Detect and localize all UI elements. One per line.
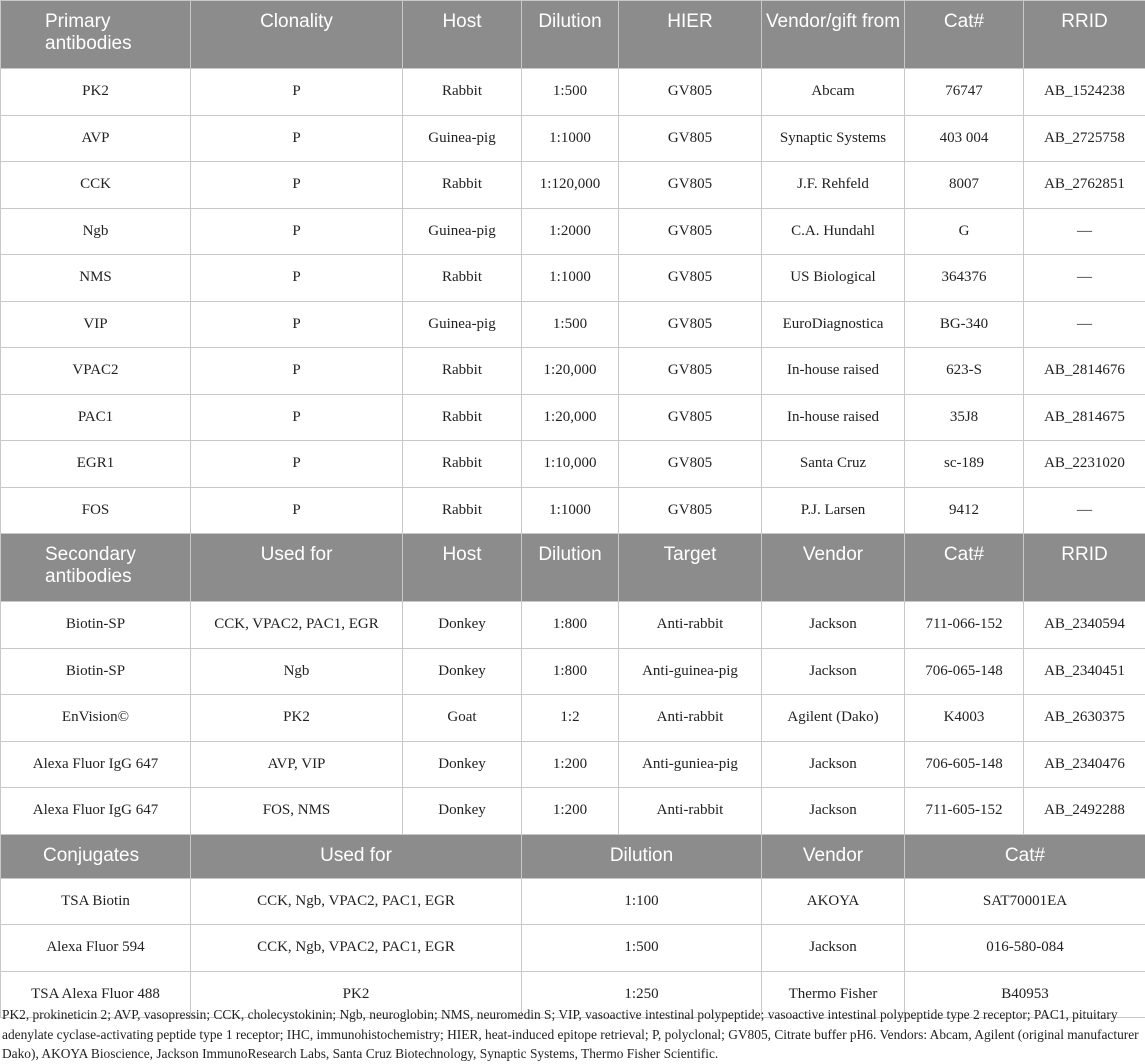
table-cell: Donkey xyxy=(403,648,522,695)
table-cell: P xyxy=(191,69,403,116)
table-cell: 1:500 xyxy=(522,69,619,116)
table-cell: 711-066-152 xyxy=(905,602,1024,649)
table-cell: Abcam xyxy=(762,69,905,116)
header-rrid: RRID xyxy=(1024,534,1145,602)
table-cell: AB_2340594 xyxy=(1024,602,1145,649)
secondary-table-row xyxy=(1,741,1145,788)
table-cell: — xyxy=(1024,301,1145,348)
table-cell: Rabbit xyxy=(403,441,522,488)
table-cell: 403 004 xyxy=(905,115,1024,162)
table-cell: AB_2725758 xyxy=(1024,115,1145,162)
table-cell: P xyxy=(191,115,403,162)
header-conjugates: Conjugates xyxy=(1,834,191,878)
table-cell: GV805 xyxy=(619,255,762,302)
table-cell: Ngb xyxy=(191,648,403,695)
header-used-for: Used for xyxy=(191,834,522,878)
table-cell: BG-340 xyxy=(905,301,1024,348)
table-cell: AB_2814676 xyxy=(1024,348,1145,395)
table-cell: GV805 xyxy=(619,441,762,488)
table-cell: 1:200 xyxy=(522,741,619,788)
header-used-for: Used for xyxy=(191,534,403,602)
table-cell: AB_2630375 xyxy=(1024,695,1145,742)
table-cell: US Biological xyxy=(762,255,905,302)
table-cell: Anti-guniea-pig xyxy=(619,741,762,788)
header-clonality: Clonality xyxy=(191,1,403,69)
table-cell: P xyxy=(191,255,403,302)
table-cell: P xyxy=(191,487,403,534)
table-cell: Agilent (Dako) xyxy=(762,695,905,742)
conjugates-table-row xyxy=(1,925,1145,972)
primary-body xyxy=(1,69,1145,534)
table-cell: Rabbit xyxy=(403,69,522,116)
header-rrid: RRID xyxy=(1024,1,1145,69)
header-dilution: Dilution xyxy=(522,1,619,69)
table-cell: P xyxy=(191,301,403,348)
conjugates-body xyxy=(1,878,1145,1018)
table-cell: EnVision© xyxy=(1,695,191,742)
table-cell: 1:250 xyxy=(522,971,762,1018)
table-cell: Guinea-pig xyxy=(403,115,522,162)
primary-table-row xyxy=(1,394,1145,441)
primary-table-row xyxy=(1,208,1145,255)
table-cell: sc-189 xyxy=(905,441,1024,488)
table-cell: Goat xyxy=(403,695,522,742)
header-cat: Cat# xyxy=(905,534,1024,602)
conjugates-header-row xyxy=(1,834,1145,878)
secondary-body xyxy=(1,602,1145,835)
table-cell: PK2 xyxy=(191,971,522,1018)
table-cell: Donkey xyxy=(403,788,522,835)
table-cell: 9412 xyxy=(905,487,1024,534)
table-cell: 1:2 xyxy=(522,695,619,742)
table-cell: AB_2814675 xyxy=(1024,394,1145,441)
table-cell: GV805 xyxy=(619,115,762,162)
table-cell: EuroDiagnostica xyxy=(762,301,905,348)
primary-header-row xyxy=(1,1,1145,69)
table-cell: Jackson xyxy=(762,788,905,835)
table-cell: AB_1524238 xyxy=(1024,69,1145,116)
conjugates-table-row xyxy=(1,878,1145,925)
header-vendor-gift-from: Vendor/gift from xyxy=(762,1,905,69)
table-cell: P xyxy=(191,162,403,209)
table-cell: 706-065-148 xyxy=(905,648,1024,695)
header-vendor: Vendor xyxy=(762,834,905,878)
header-host: Host xyxy=(403,1,522,69)
table-cell: Alexa Fluor IgG 647 xyxy=(1,741,191,788)
primary-table-row xyxy=(1,255,1145,302)
table-cell: Biotin-SP xyxy=(1,648,191,695)
table-cell: 76747 xyxy=(905,69,1024,116)
table-cell: J.F. Rehfeld xyxy=(762,162,905,209)
table-cell: 1:1000 xyxy=(522,255,619,302)
table-cell: VIP xyxy=(1,301,191,348)
header-secondary-antibodies: Secondary antibodies xyxy=(1,534,191,602)
header-target: Target xyxy=(619,534,762,602)
table-cell: 8007 xyxy=(905,162,1024,209)
table-cell: Alexa Fluor IgG 647 xyxy=(1,788,191,835)
table-cell: Donkey xyxy=(403,602,522,649)
table-cell: TSA Biotin xyxy=(1,878,191,925)
table-cell: FOS xyxy=(1,487,191,534)
table-cell: AVP, VIP xyxy=(191,741,403,788)
table-cell: Rabbit xyxy=(403,394,522,441)
header-dilution: Dilution xyxy=(522,534,619,602)
table-cell: CCK, VPAC2, PAC1, EGR xyxy=(191,602,403,649)
table-cell: Rabbit xyxy=(403,487,522,534)
table-cell: Alexa Fluor 594 xyxy=(1,925,191,972)
table-cell: GV805 xyxy=(619,69,762,116)
primary-table-row xyxy=(1,441,1145,488)
table-cell: P xyxy=(191,348,403,395)
table-cell: 711-605-152 xyxy=(905,788,1024,835)
table-cell: PK2 xyxy=(191,695,403,742)
table-cell: GV805 xyxy=(619,162,762,209)
table-cell: TSA Alexa Fluor 488 xyxy=(1,971,191,1018)
table-cell: 1:1000 xyxy=(522,487,619,534)
table-cell: In-house raised xyxy=(762,348,905,395)
table-cell: Thermo Fisher xyxy=(762,971,905,1018)
table-cell: B40953 xyxy=(905,971,1145,1018)
table-cell: Anti-rabbit xyxy=(619,695,762,742)
table-cell: 1:800 xyxy=(522,602,619,649)
table-cell: Ngb xyxy=(1,208,191,255)
table-cell: 706-605-148 xyxy=(905,741,1024,788)
table-cell: P.J. Larsen xyxy=(762,487,905,534)
table-cell: AKOYA xyxy=(762,878,905,925)
table-cell: 1:100 xyxy=(522,878,762,925)
table-cell: P xyxy=(191,208,403,255)
table-cell: G xyxy=(905,208,1024,255)
table-cell: CCK, Ngb, VPAC2, PAC1, EGR xyxy=(191,925,522,972)
table-cell: Anti-rabbit xyxy=(619,788,762,835)
table-cell: Rabbit xyxy=(403,255,522,302)
table-cell: GV805 xyxy=(619,348,762,395)
secondary-header-row xyxy=(1,534,1145,602)
table-cell: Anti-guinea-pig xyxy=(619,648,762,695)
header-primary-antibodies: Primary antibodies xyxy=(1,1,191,69)
secondary-table-row xyxy=(1,788,1145,835)
table-cell: 1:2000 xyxy=(522,208,619,255)
table-cell: GV805 xyxy=(619,301,762,348)
table-cell: Jackson xyxy=(762,741,905,788)
table-cell: 1:200 xyxy=(522,788,619,835)
table-cell: Jackson xyxy=(762,602,905,649)
secondary-table-row xyxy=(1,648,1145,695)
primary-table-row xyxy=(1,115,1145,162)
table-cell: 016-580-084 xyxy=(905,925,1145,972)
table-cell: Guinea-pig xyxy=(403,301,522,348)
table-cell: 1:1000 xyxy=(522,115,619,162)
table-cell: Rabbit xyxy=(403,162,522,209)
table-cell: — xyxy=(1024,208,1145,255)
table-cell: 364376 xyxy=(905,255,1024,302)
table-cell: Jackson xyxy=(762,925,905,972)
table-cell: Guinea-pig xyxy=(403,208,522,255)
secondary-table-row xyxy=(1,602,1145,649)
table-cell: AB_2492288 xyxy=(1024,788,1145,835)
table-cell: AVP xyxy=(1,115,191,162)
table-cell: EGR1 xyxy=(1,441,191,488)
table-cell: GV805 xyxy=(619,487,762,534)
header-vendor: Vendor xyxy=(762,534,905,602)
table-cell: GV805 xyxy=(619,208,762,255)
table-cell: Biotin-SP xyxy=(1,602,191,649)
table-cell: 1:500 xyxy=(522,925,762,972)
table-cell: AB_2340451 xyxy=(1024,648,1145,695)
table-cell: Donkey xyxy=(403,741,522,788)
table-cell: 1:20,000 xyxy=(522,394,619,441)
table-cell: CCK xyxy=(1,162,191,209)
table-cell: Anti-rabbit xyxy=(619,602,762,649)
primary-table-row xyxy=(1,348,1145,395)
table-cell: AB_2231020 xyxy=(1024,441,1145,488)
table-cell: Santa Cruz xyxy=(762,441,905,488)
table-cell: SAT70001EA xyxy=(905,878,1145,925)
table-cell: CCK, Ngb, VPAC2, PAC1, EGR xyxy=(191,878,522,925)
table-cell: 1:10,000 xyxy=(522,441,619,488)
table-cell: 35J8 xyxy=(905,394,1024,441)
table-cell: 1:800 xyxy=(522,648,619,695)
table-cell: 1:120,000 xyxy=(522,162,619,209)
table-cell: P xyxy=(191,394,403,441)
header-host: Host xyxy=(403,534,522,602)
table-cell: Synaptic Systems xyxy=(762,115,905,162)
header-hier: HIER xyxy=(619,1,762,69)
primary-table-row xyxy=(1,69,1145,116)
table-cell: 1:20,000 xyxy=(522,348,619,395)
table-cell: Jackson xyxy=(762,648,905,695)
table-cell: AB_2340476 xyxy=(1024,741,1145,788)
primary-table-row xyxy=(1,487,1145,534)
header-cat: Cat# xyxy=(905,1,1024,69)
table-cell: — xyxy=(1024,487,1145,534)
table-cell: P xyxy=(191,441,403,488)
header-cat: Cat# xyxy=(905,834,1145,878)
table-cell: AB_2762851 xyxy=(1024,162,1145,209)
primary-table-row xyxy=(1,301,1145,348)
table-cell: NMS xyxy=(1,255,191,302)
table-cell: FOS, NMS xyxy=(191,788,403,835)
secondary-table-row xyxy=(1,695,1145,742)
primary-table-row xyxy=(1,162,1145,209)
table-cell: In-house raised xyxy=(762,394,905,441)
table-cell: Rabbit xyxy=(403,348,522,395)
header-dilution: Dilution xyxy=(522,834,762,878)
table-cell: 623-S xyxy=(905,348,1024,395)
table-cell: GV805 xyxy=(619,394,762,441)
table-cell: — xyxy=(1024,255,1145,302)
table-cell: 1:500 xyxy=(522,301,619,348)
table-cell: K4003 xyxy=(905,695,1024,742)
table-cell: VPAC2 xyxy=(1,348,191,395)
table-cell: PK2 xyxy=(1,69,191,116)
table-footnote: PK2, prokineticin 2; AVP, vasopressin; CCK, cholecystokinin; Ngb, neuroglobin; NMS, neuromedin S; VIP, vasoactive intestinal polypeptide; vasoactive intestinal polypeptide type 2 receptor; PAC1, pituitary adenylate cyclase-activating peptide type 1 receptor; IHC, immunohistochemistry; HIER, heat-induced epitope retrieval; P, polyclonal; GV805, Citrate buffer pH6. Vendors: Abcam, Agilent (original manufacturer Dako), AKOYA Bioscience, Jackson ImmunoResearch Labs, Santa Cruz Biotechnology, Synaptic Systems, Thermo Fisher Scientific. xyxy=(2,1005,1142,1064)
table-cell: C.A. Hundahl xyxy=(762,208,905,255)
table-cell: PAC1 xyxy=(1,394,191,441)
